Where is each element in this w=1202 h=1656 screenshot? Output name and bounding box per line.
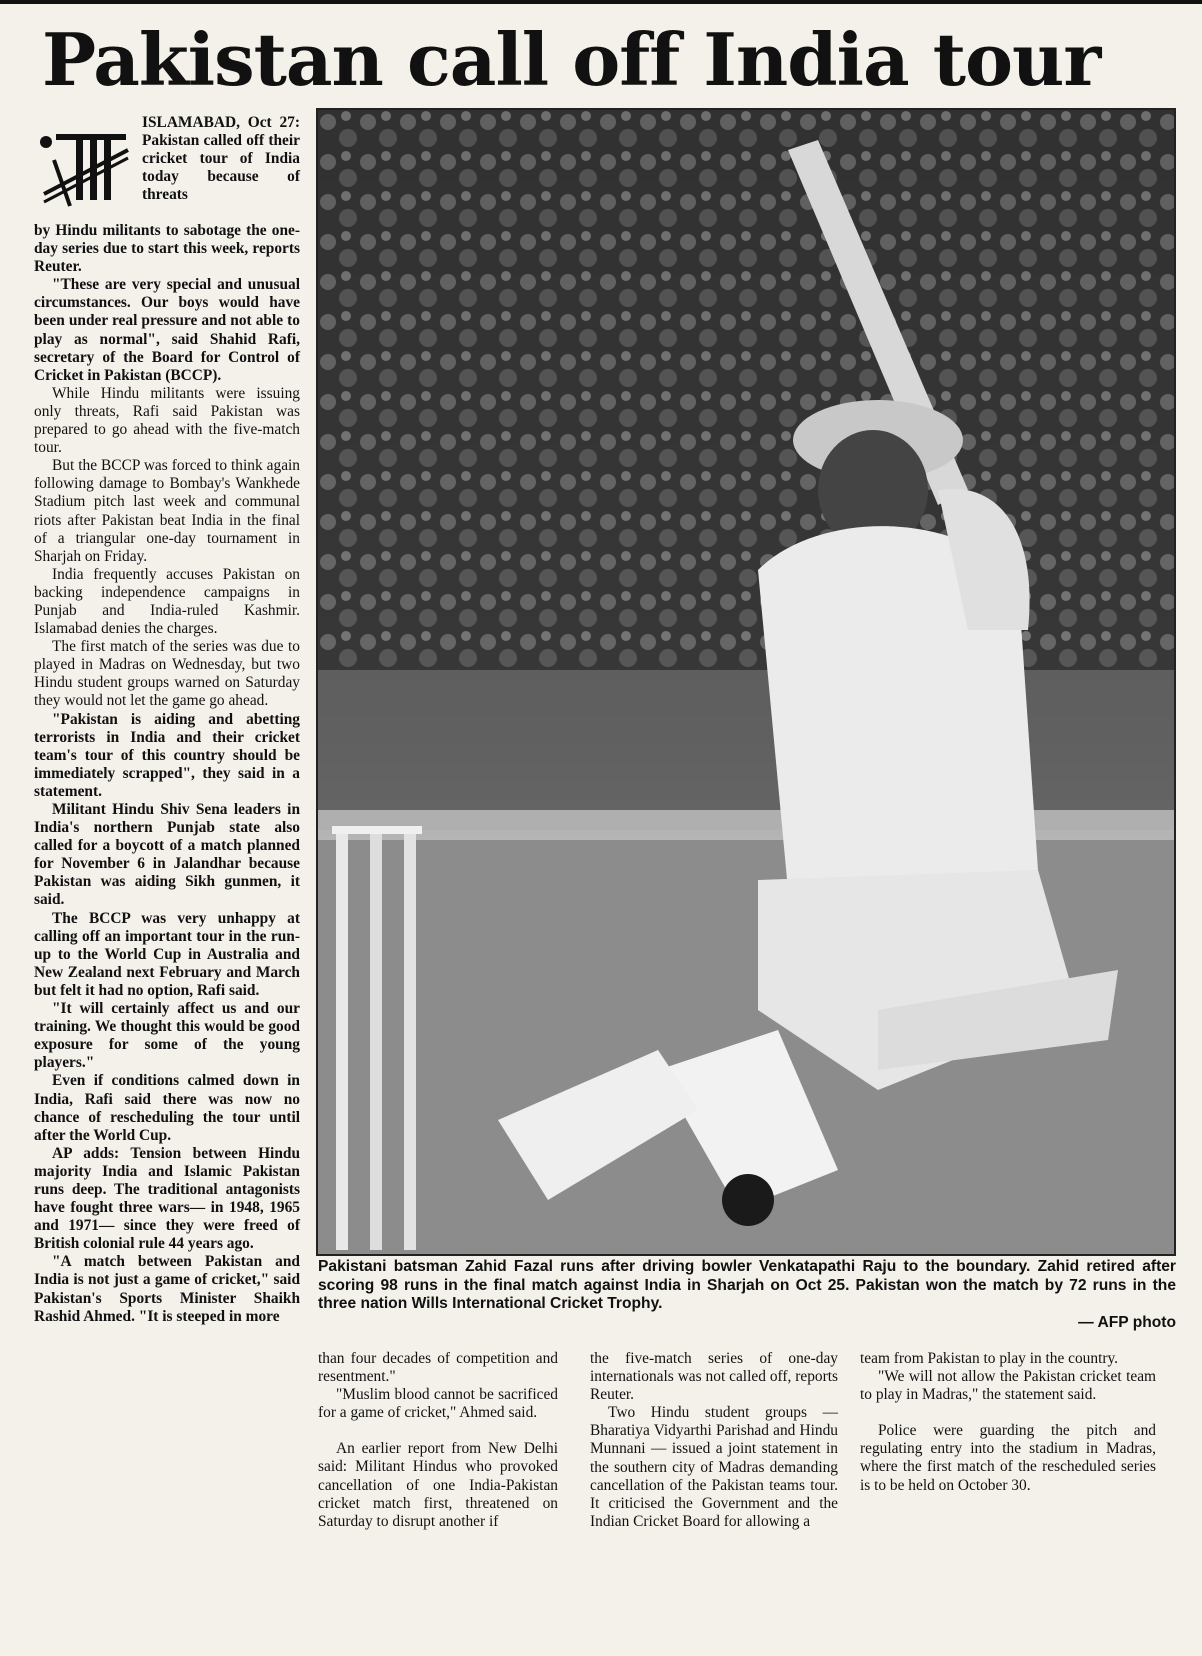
cricket-stumps-logo-icon: [36, 120, 136, 210]
paragraph: Two Hindu student groups — Bharatiya Vidyarthi Parishad and Hindu Munnani — issued a joint statement in the southern city of Madras demanding cancellation of the Pakistan teams tour. It criticised the Government and the Indian Cricket Board for allowing a: [590, 1404, 838, 1530]
paragraph: But the BCCP was forced to think again following damage to Bombay's Wankhede Stadium pitch last week and communal riots after Pakistan beat India in the final of a triangular one-day tournament in Sharjah on Friday.: [34, 457, 300, 565]
article-column-1: [34, 222, 300, 1326]
paragraph: by Hindu militants to sabotage the one-day series due to start this week, reports Reuter.: [34, 222, 300, 276]
paragraph: "These are very special and unusual circumstances. Our boys would have been under real pressure and not able to play as normal", said Shahid Rafi, secretary of the Board for Control of Cricket in Pakistan (BCCP).: [34, 276, 300, 384]
paragraph: the five-match series of one-day internationals was not called off, reports Reuter.: [590, 1350, 838, 1404]
paragraph: While Hindu militants were issuing only threats, Rafi said Pakistan was prepared to go ahead with the five-match tour.: [34, 384, 300, 457]
paragraph: Militant Hindu Shiv Sena leaders in India's northern Punjab state also called for a boycott of a match planned for November 6 in Jalandhar because Pakistan was aiding Sikh gunmen, it said.: [34, 801, 300, 909]
top-rule: [0, 0, 1202, 4]
paragraph: The BCCP was very unhappy at calling off an important tour in the run-up to the World Cup in Australia and New Zealand next February and March but felt it had no option, Rafi said.: [34, 909, 300, 999]
paragraph: "Pakistan is aiding and abetting terrorists in India and their cricket team's tour of this country should be immediately scrapped", they said in a statement.: [34, 710, 300, 800]
paragraph: "A match between Pakistan and India is not just a game of cricket," said Pakistan's Sports Minister Shaikh Rashid Ahmed. "It is steeped in more: [34, 1253, 300, 1325]
paragraph: than four decades of competition and resentment.": [318, 1350, 558, 1386]
article-lead: ISLAMABAD, Oct 27: Pakistan called off their cricket tour of India today because of threats: [142, 114, 300, 204]
paragraph: India frequently accuses Pakistan on backing independence campaigns in Punjab and India-ruled Kashmir. Islamabad denies the charges.: [34, 565, 300, 638]
paragraph: AP adds: Tension between Hindu majority India and Islamic Pakistan runs deep. The traditional antagonists have fought three wars— in 1948, 1965 and 1971— since they were freed of British colonial rule 44 years ago.: [34, 1144, 300, 1253]
photo-credit: — AFP photo: [1078, 1314, 1176, 1331]
batsman-photo: [316, 108, 1176, 1256]
article-column-2: [318, 1350, 558, 1531]
paragraph: team from Pakistan to play in the country.: [860, 1350, 1119, 1367]
article-column-4: [860, 1350, 1156, 1495]
paragraph: "We will not allow the Pakistan cricket team to play in Madras," the statement said.: [860, 1368, 1156, 1404]
paragraph: The first match of the series was due to played in Madras on Wednesday, but two Hindu student groups warned on Saturday they would not let the game go ahead.: [34, 638, 300, 710]
paragraph: "It will certainly affect us and our training. We thought this would be good exposure for some of the young players.": [34, 1000, 300, 1072]
paragraph: Even if conditions calmed down in India, Rafi said there was now no chance of rescheduling the tour until after the World Cup.: [34, 1072, 300, 1144]
paragraph: Police were guarding the pitch and regulating entry into the stadium in Madras, where the first match of the rescheduled series is to be held on October 30.: [860, 1422, 1156, 1494]
photo-caption: Pakistani batsman Zahid Fazal runs after driving bowler Venkatapathi Raju to the boundary. Zahid retired after scoring 98 runs in the final match against India in Sharjah on Oct 25. Pakistan won the match by 72 runs in the three nation Wills International Cricket Trophy.: [318, 1258, 1176, 1313]
paragraph: An earlier report from New Delhi said: Militant Hindus who provoked cancellation of one India-Pakistan cricket match first, threatened on Saturday to disrupt another if: [318, 1440, 558, 1530]
paragraph: "Muslim blood cannot be sacrificed for a game of cricket," Ahmed said.: [318, 1386, 558, 1422]
headline: Pakistan call off India tour: [42, 17, 1101, 102]
article-column-3: [590, 1350, 838, 1531]
